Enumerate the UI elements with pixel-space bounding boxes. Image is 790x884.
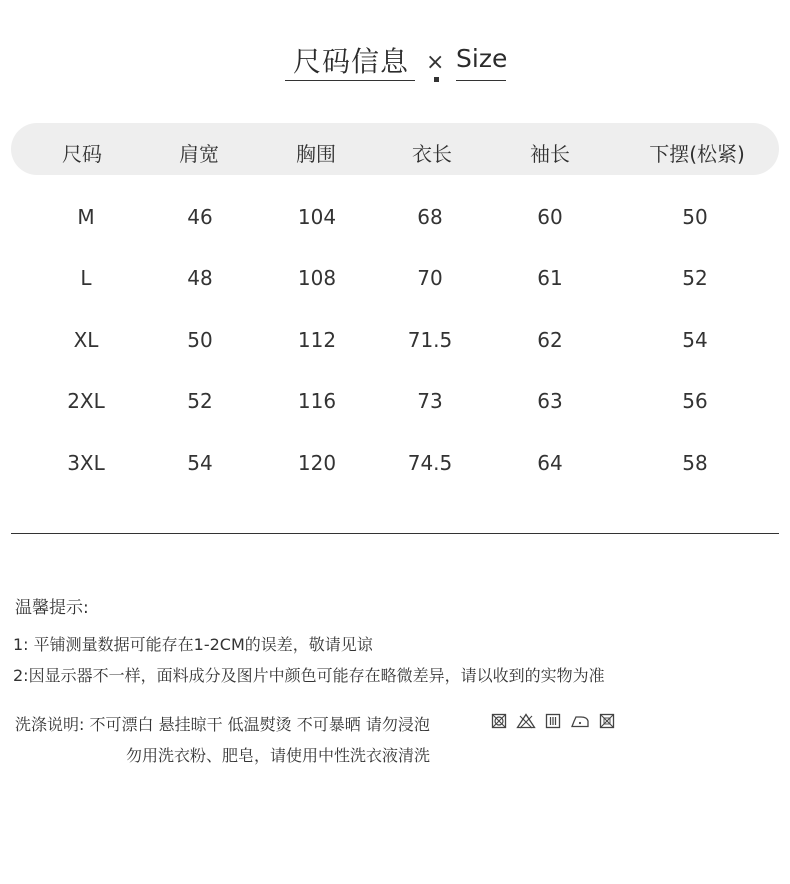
no-tumble-dry-icon xyxy=(491,713,507,729)
low-iron-icon xyxy=(570,713,590,729)
cell-shoulder: 48 xyxy=(187,266,213,290)
cell-chest: 112 xyxy=(297,328,337,352)
header-sleeve: 袖长 xyxy=(530,142,570,166)
cell-sleeve: 61 xyxy=(537,266,563,290)
tips-title: 温馨提示: xyxy=(15,598,89,618)
title-en: Size xyxy=(456,44,508,73)
title-zh-underline xyxy=(285,80,415,81)
header-shoulder: 肩宽 xyxy=(179,142,219,166)
cell-length: 70 xyxy=(417,266,443,290)
title-cross: × xyxy=(426,50,445,75)
cell-length: 71.5 xyxy=(407,328,453,352)
tip-color: 2:因显示器不一样，面料成分及图片中颜色可能存在略微差异，请以收到的实物为准 xyxy=(13,666,605,685)
cell-size: XL xyxy=(73,328,99,352)
cell-hem: 50 xyxy=(682,205,708,229)
divider xyxy=(11,533,779,534)
cell-size: M xyxy=(77,205,95,229)
cell-size: L xyxy=(80,266,92,290)
header-length: 衣长 xyxy=(412,142,452,166)
no-wash-icon xyxy=(599,713,615,729)
hang-dry-icon xyxy=(545,713,561,729)
cell-hem: 54 xyxy=(682,328,708,352)
cell-length: 68 xyxy=(417,205,443,229)
cell-hem: 52 xyxy=(682,266,708,290)
cell-size: 3XL xyxy=(67,451,105,475)
care-icons xyxy=(491,713,615,729)
cell-shoulder: 52 xyxy=(187,389,213,413)
title-zh: 尺码信息 xyxy=(292,45,409,78)
cell-sleeve: 64 xyxy=(537,451,563,475)
tip-measurement: 1: 平铺测量数据可能存在1-2CM的误差，敬请见谅 xyxy=(13,635,373,654)
cell-chest: 116 xyxy=(297,389,337,413)
cell-shoulder: 50 xyxy=(187,328,213,352)
cell-length: 73 xyxy=(417,389,443,413)
cell-size: 2XL xyxy=(67,389,105,413)
cell-hem: 56 xyxy=(682,389,708,413)
title-en-underline xyxy=(456,80,506,81)
header-chest: 胸围 xyxy=(296,142,336,166)
cell-length: 74.5 xyxy=(407,451,453,475)
cell-chest: 108 xyxy=(297,266,337,290)
header-hem: 下摆(松紧) xyxy=(649,142,745,166)
cell-sleeve: 62 xyxy=(537,328,563,352)
cell-chest: 120 xyxy=(297,451,337,475)
cell-sleeve: 60 xyxy=(537,205,563,229)
care-instructions: 洗涤说明: 不可漂白 悬挂晾干 低温熨烫 不可暴晒 请勿浸泡 xyxy=(15,715,430,734)
care-instructions-detail: 勿用洗衣粉、肥皂，请使用中性洗衣液清洗 xyxy=(126,746,431,765)
cell-hem: 58 xyxy=(682,451,708,475)
cell-shoulder: 54 xyxy=(187,451,213,475)
header-size: 尺码 xyxy=(62,142,102,166)
no-bleach-icon xyxy=(516,713,536,729)
title-cross-dot xyxy=(434,77,439,82)
cell-shoulder: 46 xyxy=(187,205,213,229)
cell-chest: 104 xyxy=(297,205,337,229)
cell-sleeve: 63 xyxy=(537,389,563,413)
